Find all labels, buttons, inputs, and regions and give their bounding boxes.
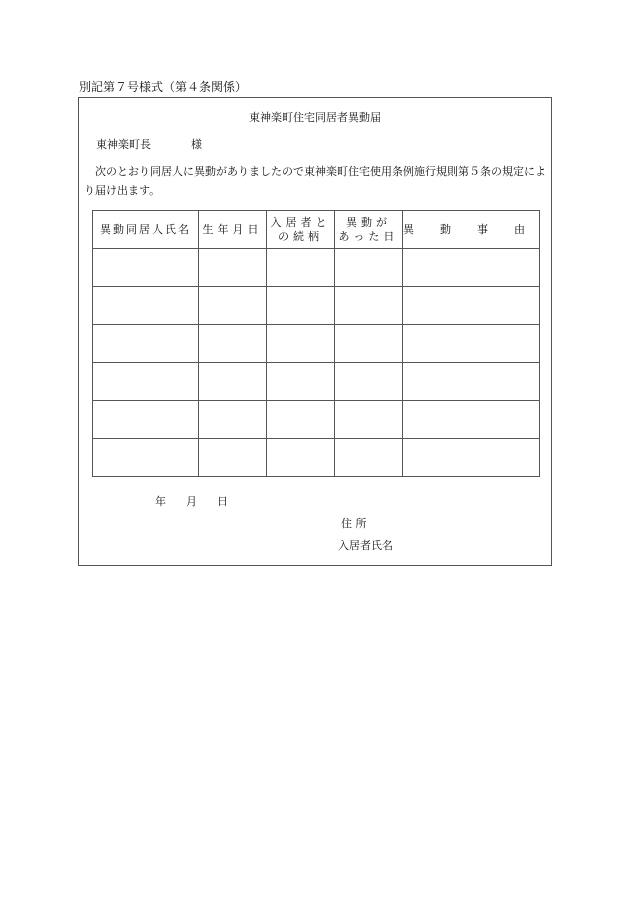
header-birthdate: 生年月日 — [199, 211, 267, 249]
cell-name[interactable] — [93, 325, 199, 363]
cell-change-date[interactable] — [335, 287, 403, 325]
table-row — [93, 439, 540, 477]
addressee-name: 東神楽町長 — [96, 138, 151, 151]
header-name: 異動同居人氏名 — [93, 211, 199, 249]
header-relationship — [267, 211, 335, 249]
table-row — [93, 401, 540, 439]
day-label: 日 — [217, 495, 228, 508]
document-title: 東神楽町住宅同居者異動届 — [249, 111, 381, 124]
header-change-date-line2: あった日 — [338, 229, 399, 243]
header-change-reason — [403, 211, 551, 249]
address-label: 住 所 — [341, 517, 367, 530]
cell-name[interactable] — [93, 363, 199, 401]
change-table — [92, 210, 551, 477]
month-label: 月 — [186, 495, 197, 508]
table-row — [93, 287, 540, 325]
table-body — [93, 249, 540, 477]
cell-name[interactable] — [93, 249, 199, 287]
cell-change-date[interactable] — [335, 363, 403, 401]
body-text: 次のとおり同居人に異動がありましたので東神楽町住宅使用条例施行規則第５条の規定により届け出ます。 — [84, 165, 546, 197]
cell-relationship[interactable] — [267, 287, 335, 325]
cell-birthdate[interactable] — [199, 287, 267, 325]
resident-name-label: 入居者氏名 — [338, 539, 393, 552]
addressee-honorific: 様 — [191, 138, 202, 151]
cell-name[interactable] — [93, 439, 199, 477]
cell-change-reason[interactable] — [403, 401, 540, 439]
table-row — [93, 325, 540, 363]
date-line — [155, 495, 228, 509]
table-row — [93, 363, 540, 401]
cell-relationship[interactable] — [267, 439, 335, 477]
cell-change-date[interactable] — [335, 325, 403, 363]
cell-change-reason[interactable] — [403, 249, 540, 287]
header-change-date — [335, 211, 403, 249]
header-relationship-line1: 入居者と — [270, 215, 331, 229]
header-change-date-line1: 異動が — [346, 215, 391, 229]
cell-name[interactable] — [93, 401, 199, 439]
cell-birthdate[interactable] — [199, 325, 267, 363]
cell-change-date[interactable] — [335, 249, 403, 287]
cell-change-date[interactable] — [335, 401, 403, 439]
cell-change-reason[interactable] — [403, 363, 540, 401]
cell-name[interactable] — [93, 287, 199, 325]
cell-relationship[interactable] — [267, 363, 335, 401]
form-frame — [78, 97, 552, 566]
cell-relationship[interactable] — [267, 249, 335, 287]
cell-change-reason[interactable] — [403, 325, 540, 363]
addressee-line — [96, 138, 202, 152]
cell-relationship[interactable] — [267, 401, 335, 439]
table-row — [93, 249, 540, 287]
form-number-label: 別記第７号様式（第４条関係） — [79, 80, 248, 94]
header-relationship-line2: の続柄 — [278, 229, 323, 243]
cell-birthdate[interactable] — [199, 363, 267, 401]
cell-birthdate[interactable] — [199, 249, 267, 287]
cell-relationship[interactable] — [267, 325, 335, 363]
header-change-reason-text: 異動事由 — [403, 222, 551, 236]
cell-change-reason[interactable] — [403, 439, 540, 477]
cell-birthdate[interactable] — [199, 401, 267, 439]
table-header-row — [93, 211, 540, 249]
cell-change-date[interactable] — [335, 439, 403, 477]
cell-birthdate[interactable] — [199, 439, 267, 477]
cell-change-reason[interactable] — [403, 287, 540, 325]
year-label: 年 — [155, 495, 166, 508]
